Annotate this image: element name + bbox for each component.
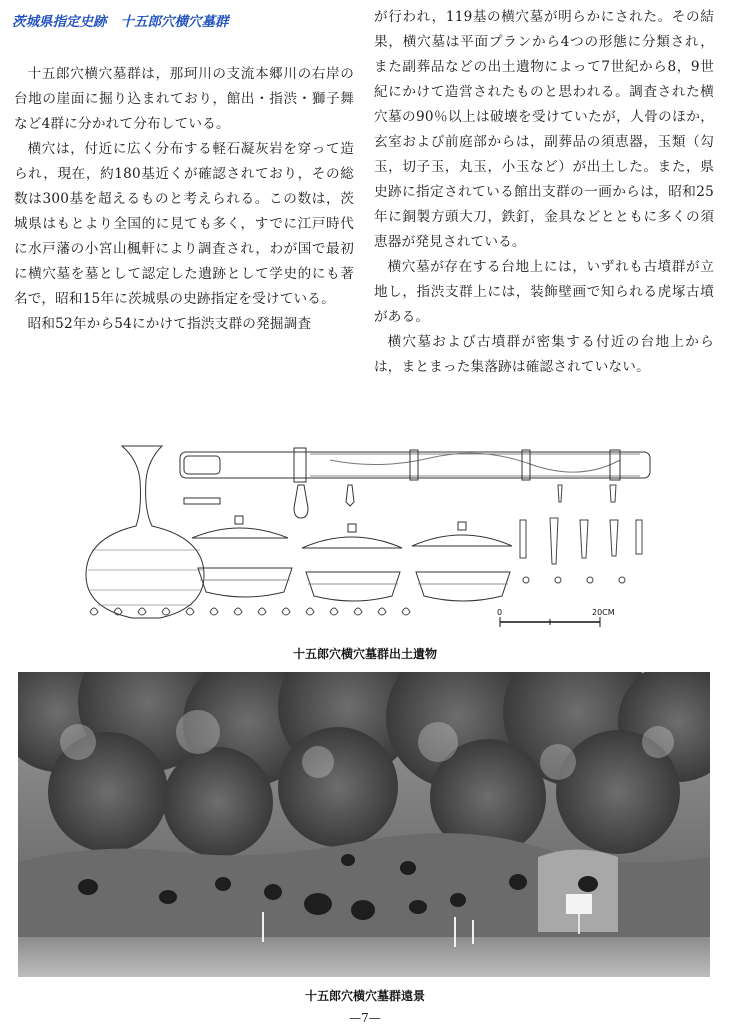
heading-series: 茨城県指定史跡 xyxy=(12,14,107,30)
photo-caption: 十五郎穴横穴墓群遠景 xyxy=(304,989,425,1003)
vase-drawing xyxy=(86,446,204,618)
pendant-drawing xyxy=(346,485,354,506)
beads-drawing xyxy=(90,608,410,615)
tree-canopy xyxy=(18,672,710,857)
info-board xyxy=(566,894,592,914)
paragraph-continuation: が行われ，119基の横穴墓が明らかにされた。その結果，横穴墓は平面プランから4つの形態に分類され，また副葬品などの出土遺物によって7世紀から8，9世紀にかけて造営されたものと思われる。調査された横穴墓の90％以上は破壊を受けていたが，人骨のほか，玄室および前庭部からは，副葬品の須恵器，玉類（勾玉，切子玉，丸玉，小玉など）が出土した。また，県史跡に指定されている館出支群の一画からは，昭和25年に銅製方頭大刀，鉄釘，金具などとともに多くの須恵器が発見されている。 xyxy=(374,9,714,250)
scale-end-label: 20CM xyxy=(592,608,615,617)
paragraph: 十五郎穴横穴墓群は，那珂川の支流本郷川の右岸の台地の崖面に掘り込まれており，館出・指渋・獅子舞など4群に分かれて分布している。 xyxy=(14,66,354,132)
heading-site-name: 十五郎穴横穴墓群 xyxy=(120,14,229,30)
pendant-drawing xyxy=(294,485,308,518)
scale-bar xyxy=(500,617,600,627)
artifact-drawing xyxy=(80,440,660,640)
paragraph: 昭和52年から54にかけて指渋支群の発掘調査 xyxy=(27,316,312,332)
paragraph: 横穴墓および古墳群が密集する付近の台地上からは，まとまった集落跡は確認されていない。 xyxy=(374,334,714,375)
landscape-photo xyxy=(18,672,710,977)
nails-drawing xyxy=(520,485,642,583)
figure-caption: 十五郎穴横穴墓群出土遺物 xyxy=(292,647,437,661)
page-heading xyxy=(12,10,352,30)
sword-drawing xyxy=(180,448,650,482)
left-text-column xyxy=(14,62,354,337)
lids-drawing xyxy=(192,516,512,548)
bowls-drawing xyxy=(198,568,510,601)
paragraph: 横穴墓が存在する台地上には，いずれも古墳群が立地し，指渋支群上には，装飾壁画で知られる虎塚古墳がある。 xyxy=(374,259,714,325)
paragraph: 横穴は，付近に広く分布する軽石凝灰岩を穿って造られ，現在，約180基近くが確認されており，その総数は300基を超えるものと考えられる。この数は，茨城県はもとより全国的に見ても多く，すでに江戸時代に水戸藩の小宮山楓軒により調査され，わが国で最初に横穴墓を墓として認定した遺跡として学史的にも著名で，昭和15年に茨城県の史跡指定を受けている。 xyxy=(14,141,354,307)
right-text-column xyxy=(374,5,714,380)
fitting-drawing xyxy=(184,498,220,504)
scale-start-label: 0 xyxy=(497,608,503,617)
page-number: —7— xyxy=(349,1011,381,1025)
